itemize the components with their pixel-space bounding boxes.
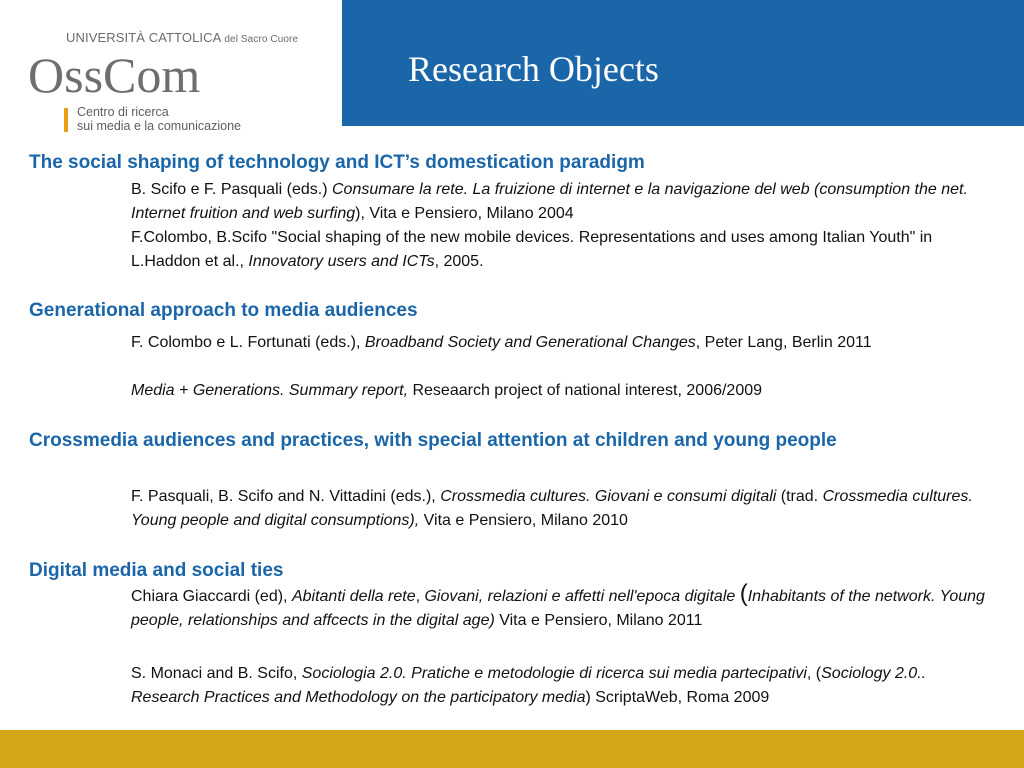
ref-title: Consumare la rete. La fruizione di internet e la navigazione del web (consumption the net. Internet fruition and web surfing (131, 181, 968, 222)
ref-text: , (415, 588, 425, 605)
ref-text: Reseaarch project of national interest, 2006/2009 (408, 382, 763, 399)
section-heading: Generational approach to media audiences (29, 300, 418, 321)
ref-title: Sociology 2.0.. Research Practices and Methodology on the participatory media (131, 665, 927, 706)
ref-title: Broadband Society and Generational Changes (364, 334, 696, 351)
reference-entry (131, 226, 986, 274)
ref-title: Inhabitants of the network. Young people, relationships and affcects in the digital age) (131, 588, 985, 629)
ref-title: Media + Generations. Summary report, (131, 382, 409, 399)
ref-title: Crossmedia cultures. Young people and digital consumptions), (131, 488, 973, 529)
ref-title: Giovani, relazioni e affetti nell'epoca digitale (424, 588, 736, 605)
university-subname: del Sacro Cuore (224, 34, 299, 45)
ref-text: B. Scifo e F. Pasquali (eds.) (131, 181, 332, 198)
university-name: UNIVERSITÀ CATTOLICA (66, 30, 221, 45)
ref-text: F.Colombo, B.Scifo "Social shaping of the new mobile devices. Representations and uses among Italian Youth" in L.Haddon et al., (131, 229, 933, 270)
ref-text: S. Monaci and B. Scifo, (131, 665, 302, 682)
reference-entry (131, 580, 986, 633)
reference-entry (131, 379, 986, 403)
ref-text: , Peter Lang, Berlin 2011 (695, 334, 872, 351)
ref-text: Vita e Pensiero, Milano 2010 (419, 512, 628, 529)
ref-title: Abitanti della rete (291, 588, 416, 605)
ref-title: Crossmedia cultures. Giovani e consumi digitali (440, 488, 777, 505)
reference-entry (131, 178, 986, 226)
ref-text: (trad. (776, 488, 823, 505)
section-heading: The social shaping of technology and ICT’s domestication paradigm (29, 152, 645, 173)
ref-text: , ( (806, 665, 822, 682)
reference-entry (131, 485, 986, 533)
ref-text: ), Vita e Pensiero, Milano 2004 (355, 205, 574, 222)
ref-text: Vita e Pensiero, Milano 2011 (494, 612, 703, 629)
reference-entry (131, 662, 986, 710)
ref-text: ( (739, 580, 748, 607)
logo-subtitle-line2: sui media e la comunicazione (77, 119, 241, 133)
ref-text: , 2005. (434, 253, 484, 270)
osscom-logo: OssCom (28, 47, 201, 103)
ref-text: ) ScriptaWeb, Roma 2009 (585, 689, 770, 706)
ref-title: Sociologia 2.0. Pratiche e metodologie di ricerca sui media partecipativi (301, 665, 807, 682)
logo-subtitle-line1: Centro di ricerca (77, 105, 169, 119)
ref-text: F. Colombo e L. Fortunati (eds.), (131, 334, 365, 351)
ref-text: F. Pasquali, B. Scifo and N. Vittadini (eds.), (131, 488, 441, 505)
reference-entry (131, 331, 986, 355)
slide-title: Research Objects (408, 49, 659, 89)
footer-bar (0, 730, 1024, 768)
section-heading: Crossmedia audiences and practices, with special attention at children and young people (29, 430, 837, 451)
ref-title: Innovatory users and ICTs (248, 253, 435, 270)
section-heading: Digital media and social ties (29, 560, 284, 581)
ref-text: Chiara Giaccardi (ed), (131, 588, 292, 605)
